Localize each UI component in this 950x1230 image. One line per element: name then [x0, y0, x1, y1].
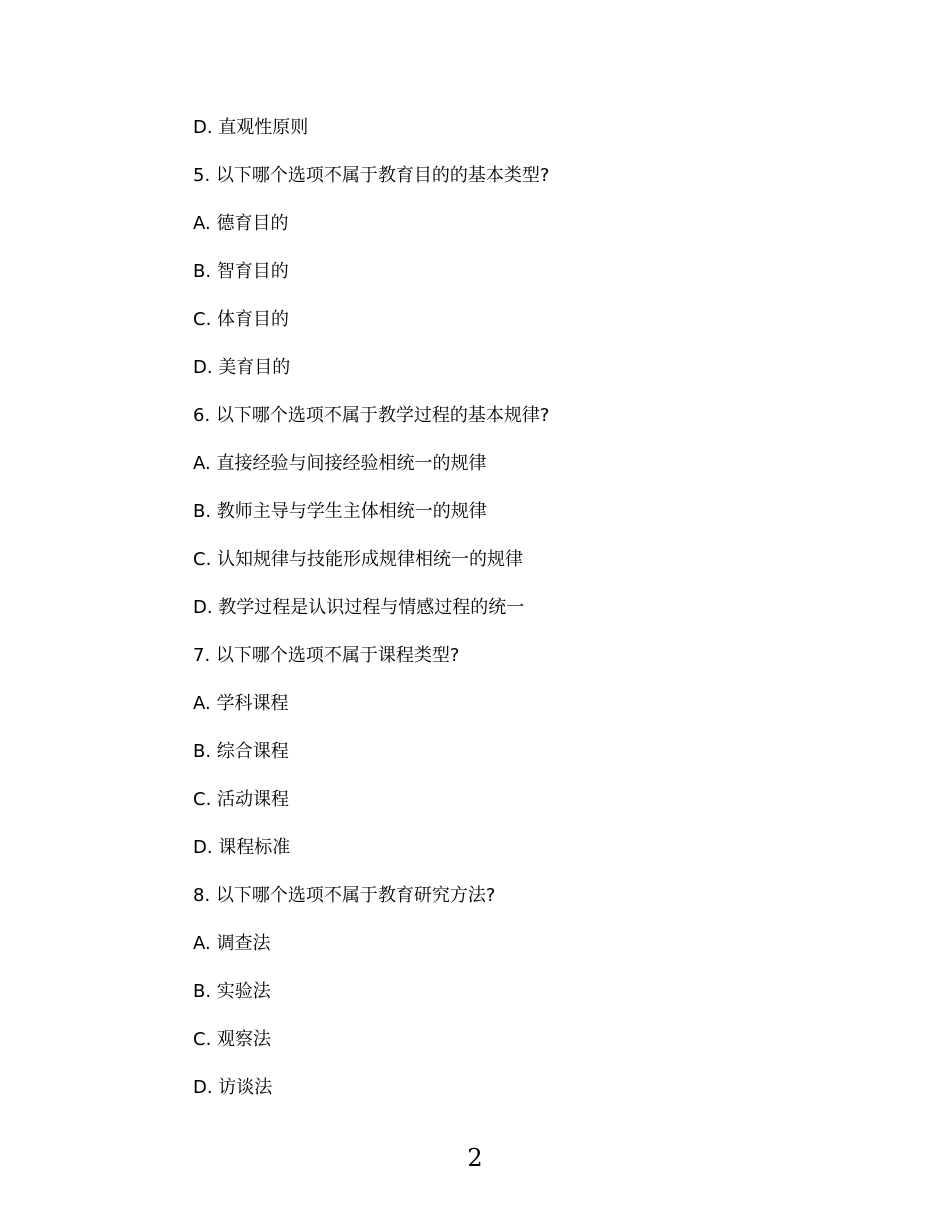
option-line: B. 综合课程 — [193, 741, 289, 762]
option-line: C. 观察法 — [193, 1029, 272, 1050]
option-line: B. 教师主导与学生主体相统一的规律 — [193, 501, 487, 522]
option-line: A. 直接经验与间接经验相统一的规律 — [193, 453, 487, 474]
option-line: D. 直观性原则 — [193, 117, 309, 138]
option-line: B. 智育目的 — [193, 261, 289, 282]
question-line: 5. 以下哪个选项不属于教育目的的基本类型? — [193, 165, 550, 186]
page-number: 2 — [467, 1144, 483, 1172]
question-line: 8. 以下哪个选项不属于教育研究方法? — [193, 885, 496, 906]
question-line: 7. 以下哪个选项不属于课程类型? — [193, 645, 460, 666]
question-line: 6. 以下哪个选项不属于教学过程的基本规律? — [193, 405, 550, 426]
option-line: A. 调查法 — [193, 933, 271, 954]
option-line: D. 课程标准 — [193, 837, 291, 858]
option-line: D. 教学过程是认识过程与情感过程的统一 — [193, 597, 525, 618]
question-list — [193, 116, 893, 1124]
option-line: D. 美育目的 — [193, 357, 291, 378]
option-line: C. 认知规律与技能形成规律相统一的规律 — [193, 549, 524, 570]
option-line: D. 访谈法 — [193, 1077, 273, 1098]
option-line: B. 实验法 — [193, 981, 271, 1002]
option-line: A. 学科课程 — [193, 693, 289, 714]
option-line: C. 活动课程 — [193, 789, 290, 810]
option-line: A. 德育目的 — [193, 213, 289, 234]
option-line: C. 体育目的 — [193, 309, 290, 330]
